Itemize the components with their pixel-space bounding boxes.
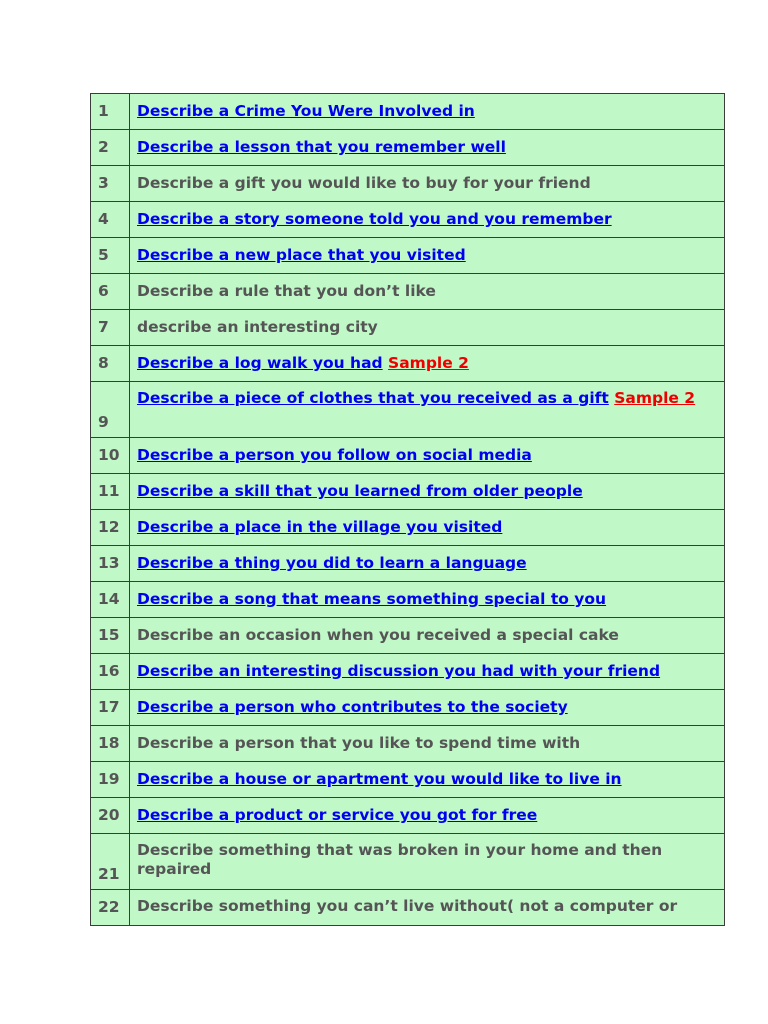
topic-cell <box>130 474 725 510</box>
topic-link[interactable]: Describe a person who contributes to the society <box>137 698 568 716</box>
topic-cell <box>130 130 725 166</box>
topic-number: 16 <box>91 654 130 690</box>
topic-link[interactable]: Describe a new place that you visited <box>137 246 466 264</box>
topic-number: 6 <box>91 274 130 310</box>
topic-number: 12 <box>91 510 130 546</box>
topic-row <box>91 654 725 690</box>
topic-cell <box>130 582 725 618</box>
topic-number: 21 <box>91 834 130 890</box>
topic-row <box>91 762 725 798</box>
topic-link[interactable]: Describe a story someone told you and you remember <box>137 210 612 228</box>
topic-row <box>91 834 725 890</box>
topic-row <box>91 310 725 346</box>
topic-number: 18 <box>91 726 130 762</box>
topic-cell <box>130 546 725 582</box>
topic-row <box>91 274 725 310</box>
sample-link[interactable]: Sample 2 <box>388 354 469 372</box>
topic-row <box>91 166 725 202</box>
topic-text: Describe a rule that you don’t like <box>137 282 436 300</box>
topic-text: Describe something you can’t live without( not a computer or <box>137 897 678 915</box>
topic-link[interactable]: Describe a lesson that you remember well <box>137 138 506 156</box>
sample-link[interactable]: Sample 2 <box>614 389 696 407</box>
topic-cell <box>130 690 725 726</box>
topic-number: 8 <box>91 346 130 382</box>
topic-text: Describe something that was broken in your home and then repaired <box>137 841 663 878</box>
topic-cell <box>130 166 725 202</box>
topic-number: 14 <box>91 582 130 618</box>
topic-row <box>91 618 725 654</box>
topic-number: 4 <box>91 202 130 238</box>
topic-cell <box>130 510 725 546</box>
topic-row <box>91 582 725 618</box>
topic-number: 22 <box>91 890 130 926</box>
topic-link[interactable]: Describe a house or apartment you would like to live in <box>137 770 622 788</box>
topic-cell <box>130 274 725 310</box>
topic-table-body <box>91 94 725 926</box>
topic-row <box>91 798 725 834</box>
topic-number: 3 <box>91 166 130 202</box>
topic-number: 11 <box>91 474 130 510</box>
topic-row <box>91 474 725 510</box>
topic-row <box>91 726 725 762</box>
topic-number: 17 <box>91 690 130 726</box>
topic-cell <box>130 798 725 834</box>
topic-cell <box>130 762 725 798</box>
topic-text: Describe an occasion when you received a special cake <box>137 626 619 644</box>
topic-text: Describe a gift you would like to buy for your friend <box>137 174 591 192</box>
topic-link[interactable]: Describe a piece of clothes that you received as a gift <box>137 389 609 407</box>
topic-cell <box>130 238 725 274</box>
topic-link[interactable]: Describe a person you follow on social media <box>137 446 532 464</box>
topic-number: 5 <box>91 238 130 274</box>
topic-row <box>91 510 725 546</box>
topic-cell <box>130 346 725 382</box>
topic-number: 13 <box>91 546 130 582</box>
topic-link[interactable]: Describe a place in the village you visited <box>137 518 503 536</box>
topic-number: 19 <box>91 762 130 798</box>
topic-number: 7 <box>91 310 130 346</box>
topic-cell <box>130 834 725 890</box>
topic-table <box>90 93 725 926</box>
topic-link[interactable]: Describe an interesting discussion you had with your friend <box>137 662 661 680</box>
topic-cell <box>130 726 725 762</box>
topic-row <box>91 346 725 382</box>
topic-number: 1 <box>91 94 130 130</box>
topic-row <box>91 438 725 474</box>
topic-number: 2 <box>91 130 130 166</box>
topic-row <box>91 238 725 274</box>
topic-row <box>91 382 725 438</box>
topic-cell <box>130 438 725 474</box>
topic-link[interactable]: Describe a skill that you learned from older people <box>137 482 583 500</box>
topic-cell <box>130 94 725 130</box>
topic-row <box>91 94 725 130</box>
topic-cell <box>130 890 725 926</box>
topic-link[interactable]: Describe a thing you did to learn a language <box>137 554 527 572</box>
topic-row <box>91 202 725 238</box>
topic-link[interactable]: Describe a Crime You Were Involved in <box>137 102 475 120</box>
topic-row <box>91 546 725 582</box>
topic-row <box>91 890 725 926</box>
topic-number: 20 <box>91 798 130 834</box>
topic-number: 15 <box>91 618 130 654</box>
topic-link[interactable]: Describe a product or service you got for free <box>137 806 538 824</box>
topic-row <box>91 130 725 166</box>
topic-cell <box>130 202 725 238</box>
topic-cell <box>130 382 725 438</box>
topic-number: 9 <box>91 382 130 438</box>
topic-text: describe an interesting city <box>137 318 378 336</box>
topic-row <box>91 690 725 726</box>
topic-number: 10 <box>91 438 130 474</box>
topic-link[interactable]: Describe a log walk you had <box>137 354 383 372</box>
topic-cell <box>130 618 725 654</box>
topic-cell <box>130 654 725 690</box>
topic-text: Describe a person that you like to spend time with <box>137 734 581 752</box>
topic-link[interactable]: Describe a song that means something special to you <box>137 590 607 608</box>
topic-cell <box>130 310 725 346</box>
